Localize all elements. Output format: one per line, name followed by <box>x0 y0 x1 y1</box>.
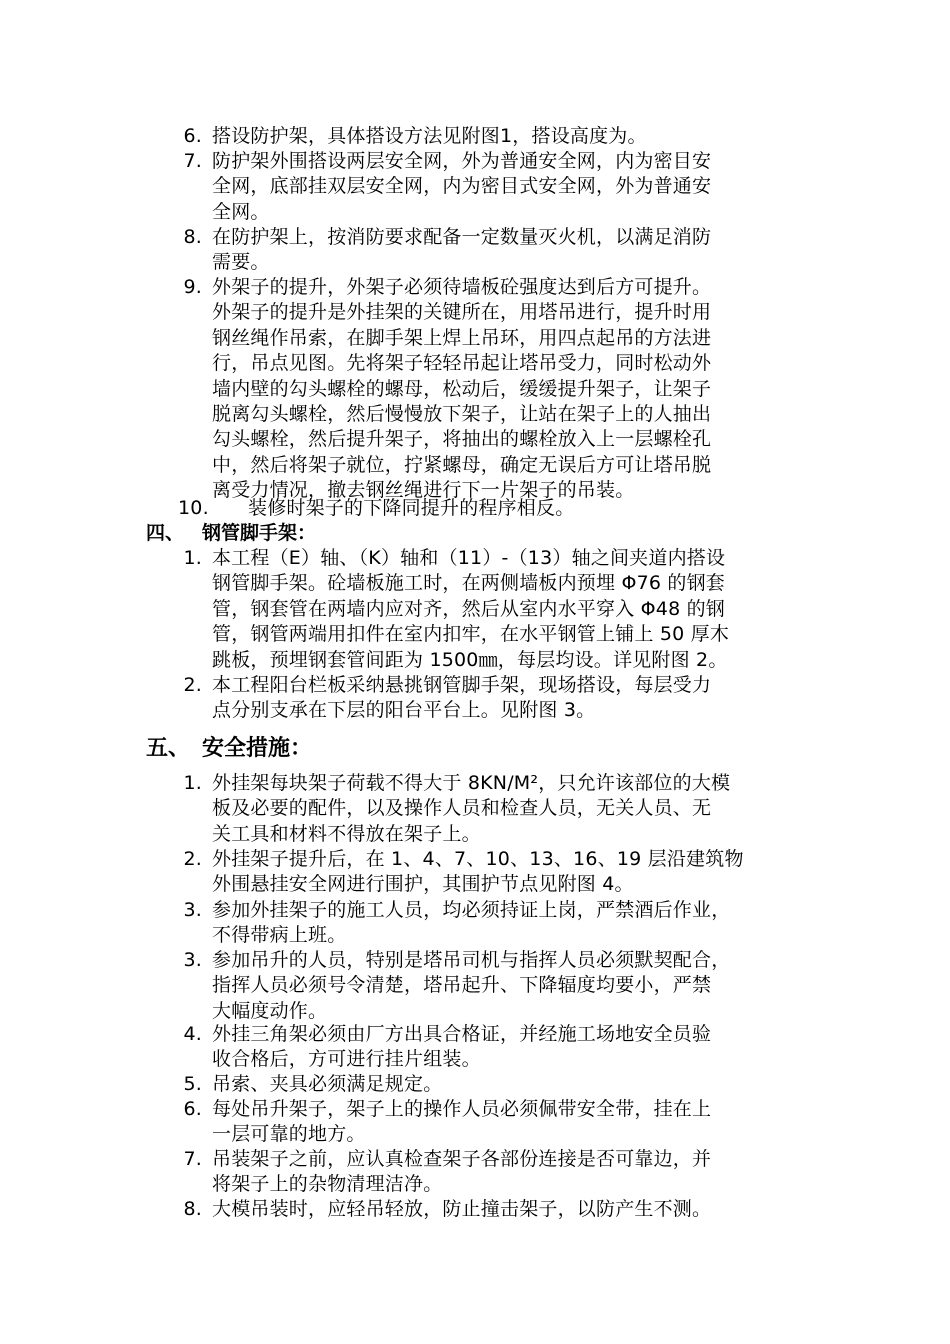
list-item <box>150 1097 830 1148</box>
list-item <box>150 546 830 673</box>
list-item <box>150 1022 830 1073</box>
list-item <box>150 124 830 149</box>
item-text: 装修时架子的下降同提升的程序相反。 <box>248 497 575 519</box>
item-number: 10. <box>178 497 209 519</box>
list-item <box>150 1072 830 1097</box>
list-item <box>150 496 830 521</box>
item-text: 参加吊升的人员，特别是塔吊司机与指挥人员必须默契配合， 指挥人员必须号令清楚，塔吊起升、下降辐度均要小，严禁 大幅度动作。 <box>212 949 731 1022</box>
section-number: 五、 <box>146 736 191 761</box>
item-text: 参加外挂架子的施工人员，均必须持证上岗，严禁酒后作业， 不得带病上班。 <box>212 899 731 947</box>
list-item <box>150 149 830 225</box>
item-text: 吊装架子之前，应认真检查架子各部份连接是否可靠边，并 将架子上的杂物清理洁净。 <box>212 1148 712 1196</box>
item-text: 防护架外围搭设两层安全网，外为普通安全网，内为密目安 全网，底部挂双层安全网，内为密目式安全网，外为普通安 全网。 <box>212 150 712 223</box>
list-item <box>150 1197 830 1222</box>
item-text: 外挂架子提升后，在 1、4、7、10、13、16、19 层沿建筑物 外围悬挂安全网进行围护，其围护节点见附图 4。 <box>212 848 744 896</box>
section-title: 钢管脚手架： <box>202 522 317 544</box>
section-heading <box>146 734 312 764</box>
item-text: 外挂架每块架子荷载不得大于 8KN/M²，只允许该部位的大模 板及必要的配件，以及操作人员和检查人员，无关人员、无 关工具和材料不得放在架子上。 <box>212 772 731 845</box>
item-text: 每处吊升架子，架子上的操作人员必须佩带安全带，挂在上 一层可靠的地方。 <box>212 1098 712 1146</box>
item-number: 2. <box>183 674 202 696</box>
item-text: 本工程（E）轴、（K）轴和（11）-（13）轴之间夹道内搭设 钢管脚手架。砼墙板施工时，在两侧墙板内预埋 Φ76 的钢套 管，钢套管在两墙内应对齐，然后从室内水平穿入 Φ48 的钢 管，钢管两端用扣件在室内扣牢，在水平钢管上铺上 50 厚木 跳板，预埋钢套管间距为 1500㎜，每层均设。详见附图 2。 <box>212 547 730 671</box>
item-number: 6. <box>183 125 202 147</box>
item-text: 外挂三角架必须由厂方出具合格证，并经施工场地安全员验 收合格后，方可进行挂片组装。 <box>212 1023 712 1071</box>
item-text: 大模吊装时，应轻吊轻放，防止撞击架子，以防产生不测。 <box>212 1198 712 1220</box>
section-heading <box>146 520 316 546</box>
list-item <box>150 847 830 898</box>
list-item <box>150 771 830 847</box>
item-text: 外架子的提升，外架子必须待墙板砼强度达到后方可提升。 外架子的提升是外挂架的关键所在，用塔吊进行，提升时用 钢丝绳作吊索，在脚手架上焊上吊环，用四点起吊的方法进 行，吊点见图。先将架子轻轻吊起让塔吊受力，同时松动外 墙内壁的勾头螺栓的螺母，松动后，缓缓提升架子，让架子 脱离勾头螺栓，然后慢慢放下架子，让站在架子上的人抽出 勾头螺栓，然后提升架子，将抽出的螺栓放入上一层螺栓孔 中，然后将架子就位，拧紧螺母，确定无误后方可让塔吊脱 离受力情况，撤去钢丝绳进行下一片架子的吊装。 <box>212 276 712 502</box>
item-text: 本工程阳台栏板采纳悬挑钢管脚手架，现场搭设，每层受力 点分别支承在下层的阳台平台上。见附图 3。 <box>212 674 712 722</box>
item-number: 5. <box>183 1073 202 1095</box>
item-text: 吊索、夹具必须满足规定。 <box>212 1073 443 1095</box>
item-number: 8. <box>183 1198 202 1220</box>
item-text: 在防护架上，按消防要求配备一定数量灭火机，以满足消防 需要。 <box>212 226 712 274</box>
item-number: 7. <box>183 150 202 172</box>
item-number: 6. <box>183 1098 202 1120</box>
section-number: 四、 <box>146 522 185 544</box>
item-number: 9. <box>183 276 202 298</box>
section-title: 安全措施： <box>202 736 313 761</box>
list-item <box>150 225 830 276</box>
item-number: 1. <box>183 772 202 794</box>
item-number: 7. <box>183 1148 202 1170</box>
list-item <box>150 898 830 949</box>
item-number: 4. <box>183 1023 202 1045</box>
list-item <box>150 673 830 724</box>
item-number: 8. <box>183 226 202 248</box>
item-number: 1. <box>183 547 202 569</box>
list-item <box>150 948 830 1024</box>
item-number: 3. <box>183 949 202 971</box>
list-item <box>150 1147 830 1198</box>
item-number: 2. <box>183 848 202 870</box>
item-text: 搭设防护架，具体搭设方法见附图1，搭设高度为。 <box>212 125 647 147</box>
list-item <box>150 275 830 504</box>
item-number: 3. <box>183 899 202 921</box>
